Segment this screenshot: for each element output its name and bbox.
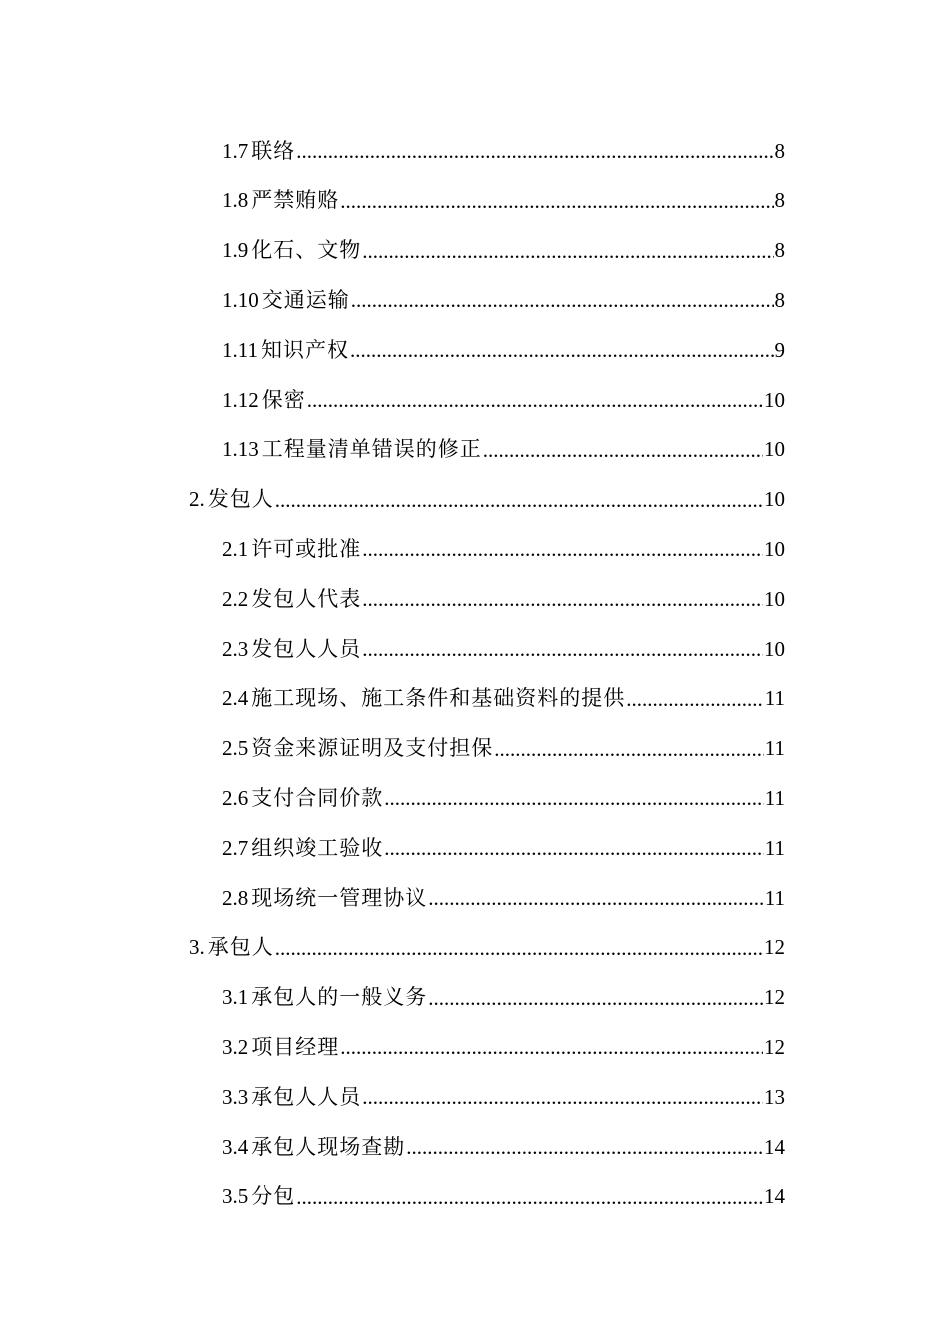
toc-dot-leader (350, 339, 774, 361)
toc-dot-leader (483, 439, 763, 461)
toc-entry-number: 2.8 (222, 885, 249, 910)
toc-entry-title: 工程量清单错误的修正 (261, 437, 482, 462)
toc-dot-leader (384, 787, 764, 809)
toc-page-number: 11 (764, 686, 785, 711)
toc-entry[interactable] (222, 873, 785, 923)
toc-entry-number: 3.3 (222, 1084, 249, 1109)
toc-page-number: 9 (774, 337, 785, 362)
toc-entry-title: 承包人现场查勘 (251, 1134, 406, 1159)
toc-entry[interactable] (222, 674, 785, 724)
toc-entry-label (222, 387, 306, 412)
toc-entry-number: 3.1 (222, 985, 249, 1010)
toc-dot-leader (362, 538, 763, 560)
toc-entry[interactable] (222, 126, 785, 176)
toc-entry-label (222, 1186, 295, 1207)
toc-entry-label (189, 489, 274, 510)
toc-entry-label (222, 1034, 340, 1059)
toc-dot-leader (362, 638, 763, 660)
toc-entry-title: 组织竣工验收 (251, 835, 384, 860)
toc-entry[interactable] (222, 773, 785, 823)
toc-entry-title: 化石、文物 (251, 238, 362, 263)
toc-entry-title: 发包人 (207, 487, 274, 512)
toc-entry-label (222, 439, 482, 460)
toc-page-number: 10 (764, 387, 785, 412)
toc-entry-number: 2.5 (222, 736, 249, 761)
toc-entry-number: 1.13 (222, 437, 259, 462)
toc-entry-label (222, 987, 427, 1008)
toc-page-number: 10 (764, 586, 785, 611)
toc-entry-number: 2.2 (222, 586, 249, 611)
toc-entry-title: 交通运输 (261, 287, 350, 312)
toc-entry-title: 承包人人员 (251, 1084, 362, 1109)
toc-dot-leader (275, 937, 763, 959)
toc-dot-leader (626, 688, 764, 710)
toc-entry-label (222, 190, 339, 211)
toc-entry-title: 知识产权 (260, 337, 349, 362)
toc-entry-number: 3. (189, 935, 205, 960)
toc-entry-label (222, 138, 296, 163)
toc-page-number: 14 (764, 1184, 785, 1209)
toc-dot-leader (428, 987, 763, 1009)
toc-dot-leader (351, 289, 774, 311)
toc-entry[interactable] (222, 275, 785, 325)
toc-entry-label (222, 785, 384, 810)
toc-page-number: 14 (764, 1134, 785, 1159)
toc-entry-label (222, 1084, 362, 1109)
toc-page-number: 10 (764, 487, 785, 512)
toc-entry-title: 保密 (261, 387, 306, 412)
toc-entry-title: 支付合同价款 (251, 785, 384, 810)
toc-entry-title: 许可或批准 (251, 536, 362, 561)
toc-entry-number: 1.9 (222, 238, 249, 263)
toc-entry-number: 3.5 (222, 1184, 249, 1209)
toc-entry-label (222, 287, 350, 312)
toc-entry[interactable] (222, 524, 785, 574)
toc-page-number: 10 (764, 536, 785, 561)
toc-dot-leader (406, 1136, 763, 1158)
toc-entry-title: 发包人人员 (251, 636, 362, 661)
toc-entry[interactable] (222, 1022, 785, 1072)
toc-entry[interactable] (222, 823, 785, 873)
toc-entry-number: 2.4 (222, 686, 249, 711)
toc-dot-leader (296, 1186, 763, 1208)
toc-entry-title: 现场统一管理协议 (251, 885, 428, 910)
toc-entry[interactable] (222, 1172, 785, 1222)
toc-entry-title: 联络 (251, 138, 296, 163)
toc-entry-number: 2.1 (222, 536, 249, 561)
toc-dot-leader (296, 140, 773, 162)
toc-entry[interactable] (222, 724, 785, 774)
toc-dot-leader (340, 1036, 763, 1058)
toc-entry-number: 3.2 (222, 1034, 249, 1059)
toc-dot-leader (428, 887, 764, 909)
toc-entry-number: 2.7 (222, 835, 249, 860)
toc-entry-number: 3.4 (222, 1134, 249, 1159)
toc-entry[interactable] (189, 923, 785, 973)
toc-page-number: 8 (774, 238, 785, 263)
toc-entry-number: 1.8 (222, 188, 249, 213)
toc-entry-number: 2.3 (222, 636, 249, 661)
toc-dot-leader (362, 1086, 763, 1108)
toc-entry-number: 2. (189, 487, 205, 512)
toc-entry[interactable] (222, 176, 785, 226)
toc-entry[interactable] (222, 1072, 785, 1122)
toc-page-number: 8 (774, 188, 785, 213)
toc-page-number: 8 (774, 287, 785, 312)
toc-entry-title: 资金来源证明及支付担保 (251, 736, 494, 761)
toc-entry-label (222, 835, 384, 860)
toc-entry[interactable] (189, 475, 785, 525)
toc-page-number: 10 (764, 437, 785, 462)
toc-entry-label (222, 1134, 406, 1159)
toc-entry-title: 分包 (251, 1184, 296, 1209)
toc-dot-leader (384, 837, 764, 859)
toc-entry-number: 1.7 (222, 138, 249, 163)
toc-entry-label (222, 586, 362, 611)
toc-dot-leader (362, 240, 773, 262)
toc-page-number: 11 (764, 835, 785, 860)
toc-entry-title: 项目经理 (251, 1034, 340, 1059)
toc-entry[interactable] (222, 624, 785, 674)
toc-entry-label (222, 636, 362, 661)
toc-entry-number: 1.12 (222, 387, 259, 412)
toc-entry[interactable] (222, 375, 785, 425)
toc-page-number: 12 (764, 1034, 785, 1059)
toc-entry-title: 严禁贿赂 (251, 188, 340, 213)
toc-entry-number: 1.11 (222, 337, 258, 362)
toc-page-number: 11 (764, 885, 785, 910)
toc-page-number: 12 (764, 985, 785, 1010)
toc-entry[interactable] (222, 1122, 785, 1172)
toc-entry[interactable] (222, 425, 785, 475)
toc-entry[interactable] (222, 325, 785, 375)
toc-entry-label (222, 688, 625, 709)
toc-entry[interactable] (222, 574, 785, 624)
toc-entry-label (222, 536, 362, 561)
toc-entry-label (222, 337, 349, 362)
toc-entry-number: 1.10 (222, 287, 259, 312)
toc-entry-label (222, 885, 428, 910)
toc-page-number: 12 (764, 935, 785, 960)
toc-entry-label (222, 240, 361, 261)
toc-entry-number: 2.6 (222, 785, 249, 810)
toc-page-number: 8 (774, 138, 785, 163)
toc-dot-leader (275, 489, 763, 511)
toc-page-number: 13 (764, 1084, 785, 1109)
toc-page-number: 11 (764, 736, 785, 761)
toc-entry-title: 发包人代表 (251, 586, 362, 611)
toc-dot-leader (494, 738, 764, 760)
toc-entry-title: 承包人的一般义务 (251, 985, 428, 1010)
toc-dot-leader (307, 389, 763, 411)
toc-entry-label (222, 738, 493, 759)
toc-page-number: 10 (764, 636, 785, 661)
toc-page-number: 11 (764, 785, 785, 810)
toc-entry-title: 施工现场、施工条件和基础资料的提供 (251, 686, 626, 711)
toc-entry[interactable] (222, 226, 785, 276)
toc-entry-title: 承包人 (207, 935, 274, 960)
toc-dot-leader (362, 588, 763, 610)
toc-entry[interactable] (222, 973, 785, 1023)
toc-dot-leader (340, 190, 773, 212)
toc-entry-label (189, 937, 274, 958)
